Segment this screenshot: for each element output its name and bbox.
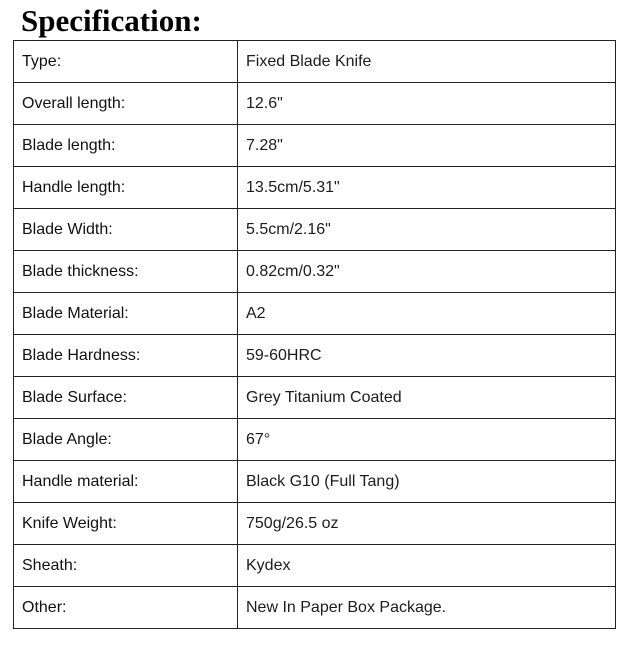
table-row xyxy=(14,419,616,461)
spec-value: 13.5cm/5.31" xyxy=(238,167,616,209)
spec-label: Blade Angle: xyxy=(14,419,238,461)
specification-table xyxy=(13,40,616,629)
spec-label: Handle length: xyxy=(14,167,238,209)
table-row xyxy=(14,335,616,377)
spec-label: Blade Hardness: xyxy=(14,335,238,377)
spec-label: Blade length: xyxy=(14,125,238,167)
table-row xyxy=(14,587,616,629)
table-row xyxy=(14,461,616,503)
spec-label: Blade Surface: xyxy=(14,377,238,419)
spec-label: Blade thickness: xyxy=(14,251,238,293)
page-title: Specification: xyxy=(21,3,202,38)
spec-value: Kydex xyxy=(238,545,616,587)
spec-label: Other: xyxy=(14,587,238,629)
table-row xyxy=(14,251,616,293)
spec-value: 7.28" xyxy=(238,125,616,167)
spec-label: Blade Material: xyxy=(14,293,238,335)
spec-value: 67° xyxy=(238,419,616,461)
spec-label: Handle material: xyxy=(14,461,238,503)
spec-value: Black G10 (Full Tang) xyxy=(238,461,616,503)
spec-value: 5.5cm/2.16" xyxy=(238,209,616,251)
spec-value: New In Paper Box Package. xyxy=(238,587,616,629)
spec-value: A2 xyxy=(238,293,616,335)
table-row xyxy=(14,545,616,587)
table-row xyxy=(14,167,616,209)
spec-label: Blade Width: xyxy=(14,209,238,251)
spec-value: 12.6" xyxy=(238,83,616,125)
spec-value: Fixed Blade Knife xyxy=(238,41,616,83)
spec-value: 750g/26.5 oz xyxy=(238,503,616,545)
table-row xyxy=(14,503,616,545)
table-row xyxy=(14,83,616,125)
table-row xyxy=(14,125,616,167)
spec-label: Sheath: xyxy=(14,545,238,587)
spec-value: Grey Titanium Coated xyxy=(238,377,616,419)
spec-label: Knife Weight: xyxy=(14,503,238,545)
spec-value: 59-60HRC xyxy=(238,335,616,377)
table-row xyxy=(14,41,616,83)
spec-label: Type: xyxy=(14,41,238,83)
table-row xyxy=(14,209,616,251)
spec-value: 0.82cm/0.32" xyxy=(238,251,616,293)
spec-label: Overall length: xyxy=(14,83,238,125)
table-row xyxy=(14,377,616,419)
table-row xyxy=(14,293,616,335)
